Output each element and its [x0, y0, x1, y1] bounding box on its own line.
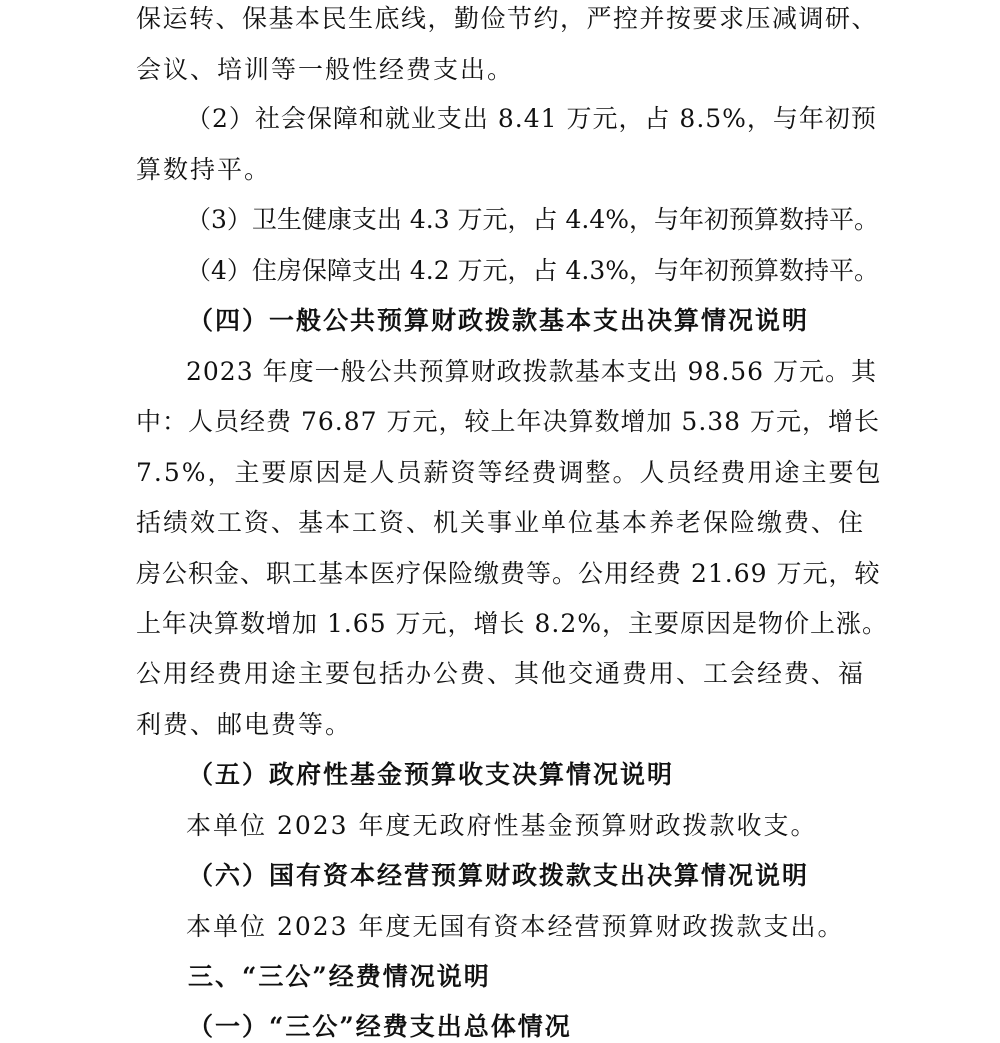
body-line: 公用经费用途主要包括办公费、其他交通费用、工会经费、福: [136, 659, 866, 688]
body-line: 中：人员经费 76.87 万元，较上年决算数增加 5.38 万元，增长: [136, 407, 881, 436]
body-line: 保运转、保基本民生底线，勤俭节约，严控并按要求压减调研、: [136, 4, 879, 33]
body-line: 本单位 2023 年度无国有资本经营预算财政拨款支出。: [186, 912, 845, 941]
section-heading-state-capital: （六）国有资本经营预算财政拨款支出决算情况说明: [188, 861, 810, 890]
body-line: 会议、培训等一般性经费支出。: [136, 55, 515, 84]
section-heading-basic-expenditure: （四）一般公共预算财政拨款基本支出决算情况说明: [188, 306, 810, 335]
body-line: 2023 年度一般公共预算财政拨款基本支出 98.56 万元。其: [186, 357, 878, 386]
body-line: 括绩效工资、基本工资、机关事业单位基本养老保险缴费、住: [136, 508, 866, 537]
body-line: 7.5%，主要原因是人员薪资等经费调整。人员经费用途主要包: [136, 458, 883, 487]
body-line: 利费、邮电费等。: [136, 710, 353, 739]
body-line: 算数持平。: [136, 155, 272, 184]
chapter-heading-three-public-expenses: 三、“三公”经费情况说明: [188, 962, 491, 991]
body-line: 本单位 2023 年度无政府性基金预算财政拨款收支。: [186, 811, 818, 840]
section-heading-three-public-overview: （一）“三公”经费支出总体情况: [188, 1012, 572, 1041]
list-item-social-security: （2）社会保障和就业支出 8.41 万元，占 8.5%，与年初预: [186, 104, 877, 133]
body-line: 上年决算数增加 1.65 万元，增长 8.2%，主要原因是物价上涨。: [136, 609, 889, 638]
body-line: 房公积金、职工基本医疗保险缴费等。公用经费 21.69 万元，较: [136, 559, 881, 588]
list-item-housing: （4）住房保障支出 4.2 万元，占 4.3%，与年初预算数持平。: [186, 256, 880, 285]
list-item-health: （3）卫生健康支出 4.3 万元，占 4.4%，与年初预算数持平。: [186, 205, 880, 234]
section-heading-government-fund: （五）政府性基金预算收支决算情况说明: [188, 760, 675, 789]
